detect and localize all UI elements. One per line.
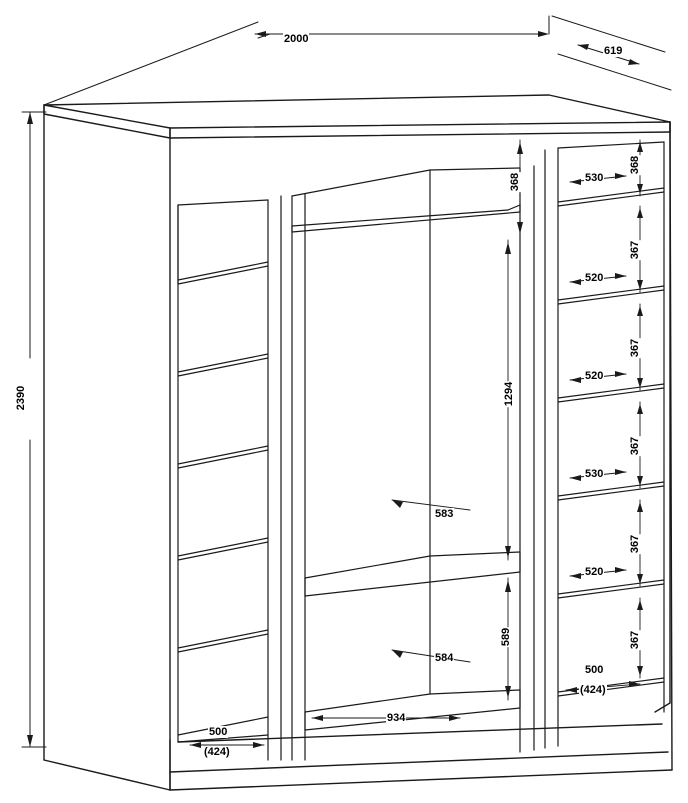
center-column	[292, 166, 534, 760]
left-shelf-1	[178, 205, 268, 284]
right-shelf-2	[558, 286, 664, 304]
right-shelf-6	[558, 678, 664, 696]
right-shelf-1	[558, 188, 664, 206]
dim-hanging-1294: 1294	[503, 381, 516, 407]
dim-left-width-424: (424)	[204, 746, 230, 758]
right-shelf-4	[558, 482, 664, 500]
left-column	[178, 196, 281, 760]
dim-overall-height: 2390	[15, 385, 28, 411]
dim-right-shelf-520-b: 520	[585, 370, 604, 382]
dim-right-height-368: 368	[629, 155, 642, 175]
dim-right-shelf-520-c: 520	[585, 566, 604, 578]
dim-overall-width: 2000	[284, 33, 309, 45]
dim-right-height-367-d: 367	[629, 534, 642, 554]
dim-lower-589: 589	[500, 627, 513, 647]
dim-right-shelf-530-b: 530	[585, 468, 604, 480]
right-shelf-3	[558, 384, 664, 402]
dim-right-width-500: 500	[585, 664, 604, 676]
dim-shelf-depth-584: 584	[435, 652, 454, 664]
dim-right-height-367-e: 367	[629, 630, 642, 650]
dim-shelf-depth-583: 583	[435, 508, 454, 520]
left-shelf-4	[178, 538, 268, 560]
dim-right-width-424: (424)	[580, 684, 606, 696]
left-shelf-5	[178, 630, 268, 652]
left-shelf-3	[178, 446, 268, 468]
dim-center-top-368: 368	[509, 172, 522, 192]
dim-right-height-367-b: 367	[629, 338, 642, 358]
dimension-top-width	[44, 16, 549, 105]
right-shelf-5	[558, 580, 664, 598]
dimension-height	[22, 112, 46, 747]
dim-center-width-934: 934	[387, 712, 406, 724]
right-column	[545, 142, 664, 748]
left-shelf-2	[178, 354, 268, 376]
dim-right-shelf-520-a: 520	[585, 272, 604, 284]
dim-right-shelf-530-a: 530	[585, 172, 604, 184]
dim-left-width-500: 500	[209, 726, 228, 738]
center-middle-shelf	[305, 552, 520, 596]
dim-right-height-367-c: 367	[629, 436, 642, 456]
dim-overall-depth: 619	[604, 45, 623, 57]
center-bottom-shelf	[305, 690, 520, 730]
center-top-shelf	[292, 168, 520, 232]
internal-dimension-lines	[190, 140, 643, 748]
dim-right-height-367-a: 367	[629, 240, 642, 260]
